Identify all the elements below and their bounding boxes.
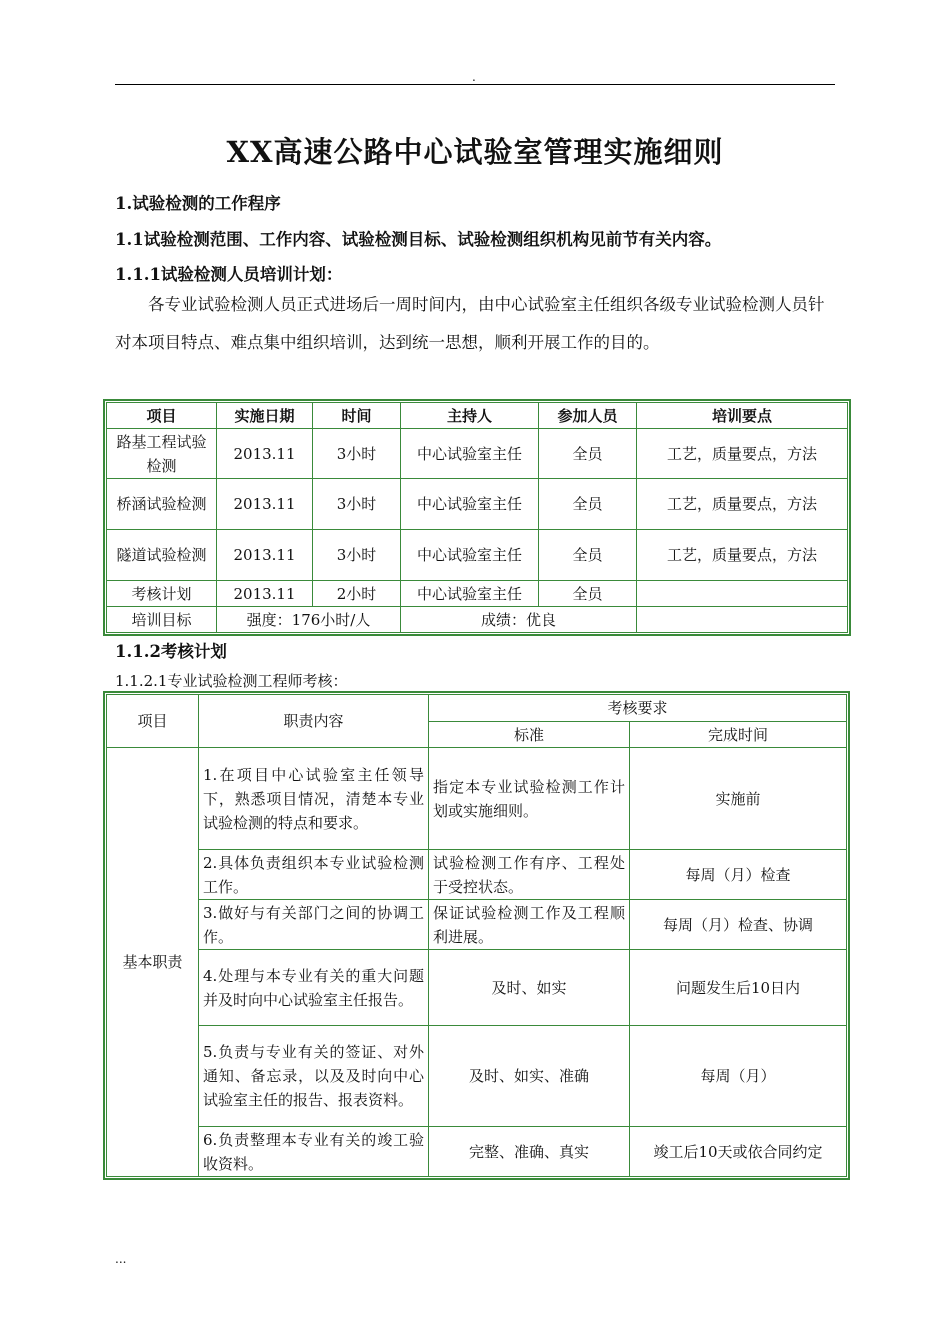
table-cell: 工艺，质量要点，方法 xyxy=(637,479,848,530)
table-row xyxy=(107,581,848,607)
deadline-cell: 实施前 xyxy=(630,748,847,850)
col-header-standard: 标准 xyxy=(429,722,630,748)
table-cell: 2013.11 xyxy=(217,530,313,581)
col-header-time: 时间 xyxy=(313,403,401,429)
table-cell: 隧道试验检测 xyxy=(107,530,217,581)
paragraph-training xyxy=(115,286,835,362)
group-label: 基本职责 xyxy=(107,748,199,1177)
heading-1-1-2-1: 1.1.2.1专业试验检测工程师考核： xyxy=(115,672,348,690)
table-row xyxy=(107,850,847,900)
table-header-row xyxy=(107,695,847,722)
table-cell: 2小时 xyxy=(313,581,401,607)
col-header-participants: 参加人员 xyxy=(539,403,637,429)
deadline-cell: 问题发生后10日内 xyxy=(630,950,847,1026)
heading-1: 1.试验检测的工作程序 xyxy=(115,194,281,213)
duty-cell: 6.负责整理本专业有关的竣工验收资料。 xyxy=(199,1127,429,1177)
table-cell: 3小时 xyxy=(313,479,401,530)
paragraph-text: 各专业试验检测人员正式进场后一周时间内，由中心试验室主任组织各级专业试验检测人员针对本项目特点、难点集中组织培训，达到统一思想，顺利开展工作的目的。 xyxy=(115,295,825,352)
deadline-cell: 竣工后10天或依合同约定 xyxy=(630,1127,847,1177)
col-header-item: 项目 xyxy=(107,695,199,748)
goal-empty-cell xyxy=(637,607,848,633)
table-cell: 2013.11 xyxy=(217,581,313,607)
table-row xyxy=(107,530,848,581)
table-cell: 3小时 xyxy=(313,530,401,581)
col-header-host: 主持人 xyxy=(401,403,539,429)
goal-label: 培训目标 xyxy=(107,607,217,633)
deadline-cell: 每周（月）检查、协调 xyxy=(630,900,847,950)
deadline-cell: 每周（月） xyxy=(630,1026,847,1127)
col-header-date: 实施日期 xyxy=(217,403,313,429)
standard-cell: 及时、如实 xyxy=(429,950,630,1026)
table-row xyxy=(107,429,848,479)
heading-1-1: 1.1试验检测范围、工作内容、试验检测目标、试验检测组织机构见前节有关内容。 xyxy=(115,230,722,249)
table-cell: 全员 xyxy=(539,429,637,479)
table-header-row xyxy=(107,403,848,429)
exam-table xyxy=(106,694,847,1177)
table-cell: 3小时 xyxy=(313,429,401,479)
table-cell: 路基工程试验检测 xyxy=(107,429,217,479)
standard-cell: 及时、如实、准确 xyxy=(429,1026,630,1127)
table-cell: 中心试验室主任 xyxy=(401,479,539,530)
standard-cell: 完整、准确、真实 xyxy=(429,1127,630,1177)
table-cell: 全员 xyxy=(539,581,637,607)
duty-cell: 1.在项目中心试验室主任领导下，熟悉项目情况，清楚本专业试验检测的特点和要求。 xyxy=(199,748,429,850)
goal-strength: 强度：176小时/人 xyxy=(217,607,401,633)
col-header-requirements: 考核要求 xyxy=(429,695,847,722)
training-goal-row xyxy=(107,607,848,633)
table-cell: 2013.11 xyxy=(217,479,313,530)
header-rule xyxy=(115,84,835,85)
table-cell: 中心试验室主任 xyxy=(401,429,539,479)
table-cell: 桥涵试验检测 xyxy=(107,479,217,530)
table-cell: 中心试验室主任 xyxy=(401,530,539,581)
standard-cell: 试验检测工作有序、工程处于受控状态。 xyxy=(429,850,630,900)
heading-1-1-1: 1.1.1试验检测人员培训计划： xyxy=(115,265,343,284)
heading-1-1-2: 1.1.2考核计划 xyxy=(115,642,227,661)
duty-cell: 2.具体负责组织本专业试验检测工作。 xyxy=(199,850,429,900)
table-cell: 中心试验室主任 xyxy=(401,581,539,607)
standard-cell: 保证试验检测工作及工程顺利进展。 xyxy=(429,900,630,950)
table-row xyxy=(107,950,847,1026)
table-row xyxy=(107,479,848,530)
col-header-item: 项目 xyxy=(107,403,217,429)
table-cell: 考核计划 xyxy=(107,581,217,607)
table-cell: 全员 xyxy=(539,479,637,530)
deadline-cell: 每周（月）检查 xyxy=(630,850,847,900)
table-cell: 全员 xyxy=(539,530,637,581)
duty-cell: 5.负责与专业有关的签证、对外通知、备忘录，以及及时向中心试验室主任的报告、报表资料。 xyxy=(199,1026,429,1127)
footer-dots: ... xyxy=(115,1252,127,1266)
training-table xyxy=(106,402,848,633)
table-row xyxy=(107,900,847,950)
standard-cell: 指定本专业试验检测工作计划或实施细则。 xyxy=(429,748,630,850)
col-header-points: 培训要点 xyxy=(637,403,848,429)
header-dot: . xyxy=(472,70,476,84)
page-title: XX高速公路中心试验室管理实施细则 xyxy=(226,135,724,169)
col-header-duty: 职责内容 xyxy=(199,695,429,748)
table-cell: 工艺，质量要点，方法 xyxy=(637,429,848,479)
col-header-deadline: 完成时间 xyxy=(630,722,847,748)
table-row xyxy=(107,748,847,850)
table-cell: 工艺，质量要点，方法 xyxy=(637,530,848,581)
duty-cell: 3.做好与有关部门之间的协调工作。 xyxy=(199,900,429,950)
duty-cell: 4.处理与本专业有关的重大问题并及时向中心试验室主任报告。 xyxy=(199,950,429,1026)
goal-result: 成绩：优良 xyxy=(401,607,637,633)
table-row xyxy=(107,1026,847,1127)
table-cell: 2013.11 xyxy=(217,429,313,479)
table-cell xyxy=(637,581,848,607)
table-row xyxy=(107,1127,847,1177)
